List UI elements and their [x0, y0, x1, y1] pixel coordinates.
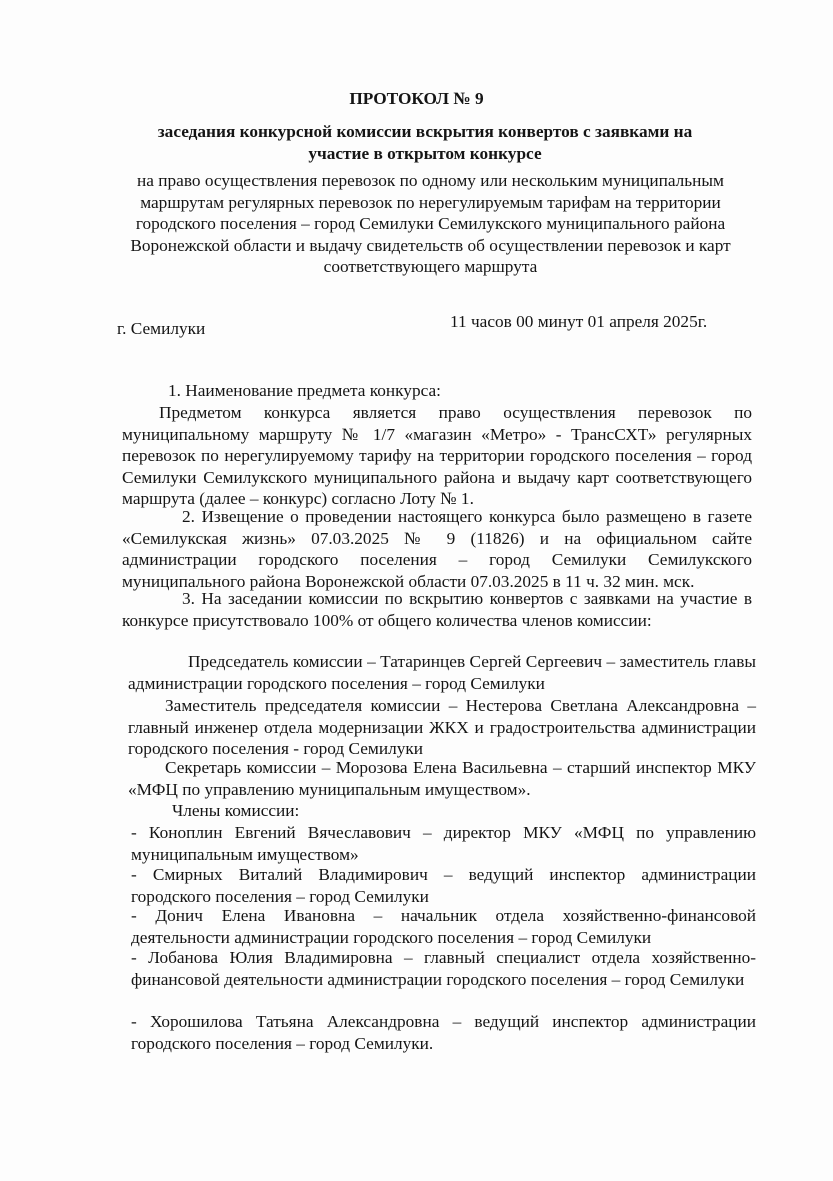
document-heading: ПРОТОКОЛ № 9 [349, 89, 484, 108]
item3-text: 3. На заседании комиссии по вскрытию конвертов с заявками на участие в конкурсе присутствовало 100% от общего количества членов комиссии: [122, 589, 752, 630]
item2-text: 2. Извещение о проведении настоящего конкурса было размещено в газете «Семилукская жизнь» 07.03.2025 № 9 (11826) и на официальном сайте администрации городского поселения – город Семилуки Семилукского муниципального района Воронежской области 07.03.2025 в 11 ч. 32 мин. мск. [122, 507, 752, 591]
member-item: - Лобанова Юлия Владимировна – главный специалист отдела хозяйственно-финансовой деятельности администрации городского поселения – город Семилуки [131, 948, 756, 989]
document-subheading: заседания конкурсной комиссии вскрытия конвертов с заявками на участие в открытом конкурсе [157, 122, 693, 163]
document-datetime: 11 часов 00 минут 01 апреля 2025г. [450, 312, 708, 331]
document-place: г. Семилуки [117, 319, 206, 338]
secretary-line: Секретарь комиссии – Морозова Елена Васильевна – старший инспектор МКУ «МФЦ по управлению муниципальным имуществом». [128, 758, 756, 799]
document-purpose: на право осуществления перевозок по одному или нескольким муниципальным маршрутам регулярных перевозок по нерегулируемым тарифам на территории городского поселения – город Семилуки Семилукского муниципального района Воронежской области и выдачу свидетельств об осуществлении перевозок и карт соответствующего маршрута [130, 171, 731, 277]
member-item: - Коноплин Евгений Вячеславович – директор МКУ «МФЦ по управлению муниципальным имуществом» [131, 823, 756, 864]
item1-text: Предметом конкурса является право осуществления перевозок по муниципальному маршруту № 1/7 «магазин «Метро» - ТрансСХТ» регулярных перевозок по нерегулируемому тарифу на территории городского поселения – город Семилуки Семилукского муниципального района и выдачу карт соответствующего маршрута (далее – конкурс) согласно Лоту № 1. [122, 403, 752, 509]
members-title: Члены комиссии: [172, 801, 300, 820]
member-item: - Смирных Виталий Владимирович – ведущий инспектор администрации городского поселения – город Семилуки [131, 865, 756, 906]
deputy-line: Заместитель председателя комиссии – Нестерова Светлана Александровна – главный инженер отдела модернизации ЖКХ и градостроительства администрации городского поселения - город Семилуки [128, 696, 756, 759]
member-item: - Хорошилова Татьяна Александровна – ведущий инспектор администрации городского поселения – город Семилуки. [131, 1012, 756, 1053]
member-item: - Донич Елена Ивановна – начальник отдела хозяйственно-финансовой деятельности администрации городского поселения – город Семилуки [131, 906, 756, 947]
item1-title: 1. Наименование предмета конкурса: [168, 381, 441, 400]
chairman-line: Председатель комиссии – Татаринцев Сергей Сергеевич – заместитель главы администрации городского поселения – город Семилуки [128, 652, 756, 693]
